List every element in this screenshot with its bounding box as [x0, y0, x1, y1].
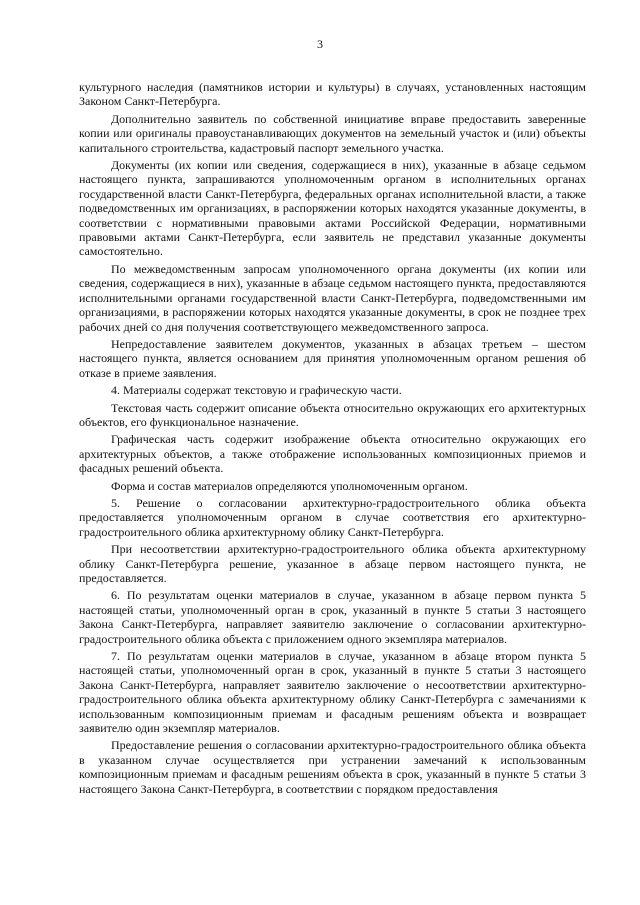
paragraph-7: Текстовая часть содержит описание объекта относительно окружающих его архитектурных объектов, его функциональное назначение.	[79, 400, 586, 429]
paragraph-10: 5. Решение о согласовании архитектурно-градостроительного облика объекта предоставляется уполномоченным органом в случае соответствия его архитектурно-градостроительного облика архитектурному облику Санкт-Петербурга.	[79, 495, 586, 539]
paragraph-5: Непредоставление заявителем документов, указанных в абзацах третьем – шестом настоящего пункта, является основанием для принятия уполномоченным органом решения об отказе в приеме заявления.	[79, 336, 586, 380]
page-number: 3	[317, 37, 323, 51]
paragraph-3: Документы (их копии или сведения, содержащиеся в них), указанные в абзаце седьмом настоящего пункта, запрашиваются уполномоченным органом в исполнительных органах государственной власти Санкт-Петербурга, федеральных органах исполнительной власти, а также подведомственных им организациях, в распоряжении которых находятся указанные документы, в соответствии с нормативными правовыми актами Российской Федерации, нормативными правовыми актами Санкт-Петербурга, если заявитель не представил указанные документы самостоятельно.	[79, 158, 586, 259]
paragraph-11: При несоответствии архитектурно-градостроительного облика объекта архитектурному облику Санкт-Петербурга решение, указанное в абзаце первом настоящего пункта, не предоставляется.	[79, 542, 586, 585]
paragraph-14: Предоставление решения о согласовании архитектурно-градостроительного облика объекта в указанном случае осуществляется при устранении замечаний к использованным композиционным приемам и фасадным решениям объекта в срок, указанный в пункте 5 статьи 3 настоящего Закона Санкт-Петербурга, в соответствии с порядком предоставления	[79, 738, 586, 796]
paragraph-1: культурного наследия (памятников истории и культуры) в случаях, установленных настоящим Законом Санкт-Петербурга.	[79, 80, 586, 109]
paragraph-9: Форма и состав материалов определяются уполномоченным органом.	[111, 478, 468, 493]
paragraph-2: Дополнительно заявитель по собственной инициативе вправе предоставить заверенные копии или оригиналы правоустанавливающих документов на земельный участок и (или) объекты капитального строительства, кадастровый паспорт земельного участка.	[79, 111, 586, 155]
paragraph-13: 7. По результатам оценки материалов в случае, указанном в абзаце втором пункта 5 настоящей статьи, уполномоченный орган в срок, указанный в пункте 5 статьи 3 настоящего Закона Санкт-Петербурга, направляет заявителю заключение о несоответствии архитектурно-градостроительного облика объекта архитектурному облику Санкт-Петербурга с замечаниями к использованным композиционным приемам и фасадным решениям объекта и возвращает заявителю один экземпляр материалов.	[79, 649, 586, 736]
document-body	[79, 80, 586, 799]
paragraph-12: 6. По результатам оценки материалов в случае, указанном в абзаце первом пункта 5 настоящей статьи, уполномоченный орган в срок, указанный в пункте 5 статьи 3 настоящего Закона Санкт-Петербурга, направляет заявителю заключение о согласовании архитектурно-градостроительного облика объекта с приложением одного экземпляра материалов.	[79, 588, 586, 646]
paragraph-8: Графическая часть содержит изображение объекта относительно окружающих его архитектурных объектов, а также отображение использованных композиционных приемов и фасадных решений объекта.	[79, 432, 586, 476]
paragraph-6: 4. Материалы содержат текстовую и графическую части.	[111, 383, 402, 398]
paragraph-4: По межведомственным запросам уполномоченного органа документы (их копии или сведения, содержащиеся в них), указанные в абзаце седьмом настоящего пункта, предоставляются исполнительными органами государственной власти Санкт-Петербурга, подведомственными им организациями, в распоряжении которых находятся указанные документы, в срок не позднее трех рабочих дней со дня получения соответствующего межведомственного запроса.	[79, 261, 586, 334]
